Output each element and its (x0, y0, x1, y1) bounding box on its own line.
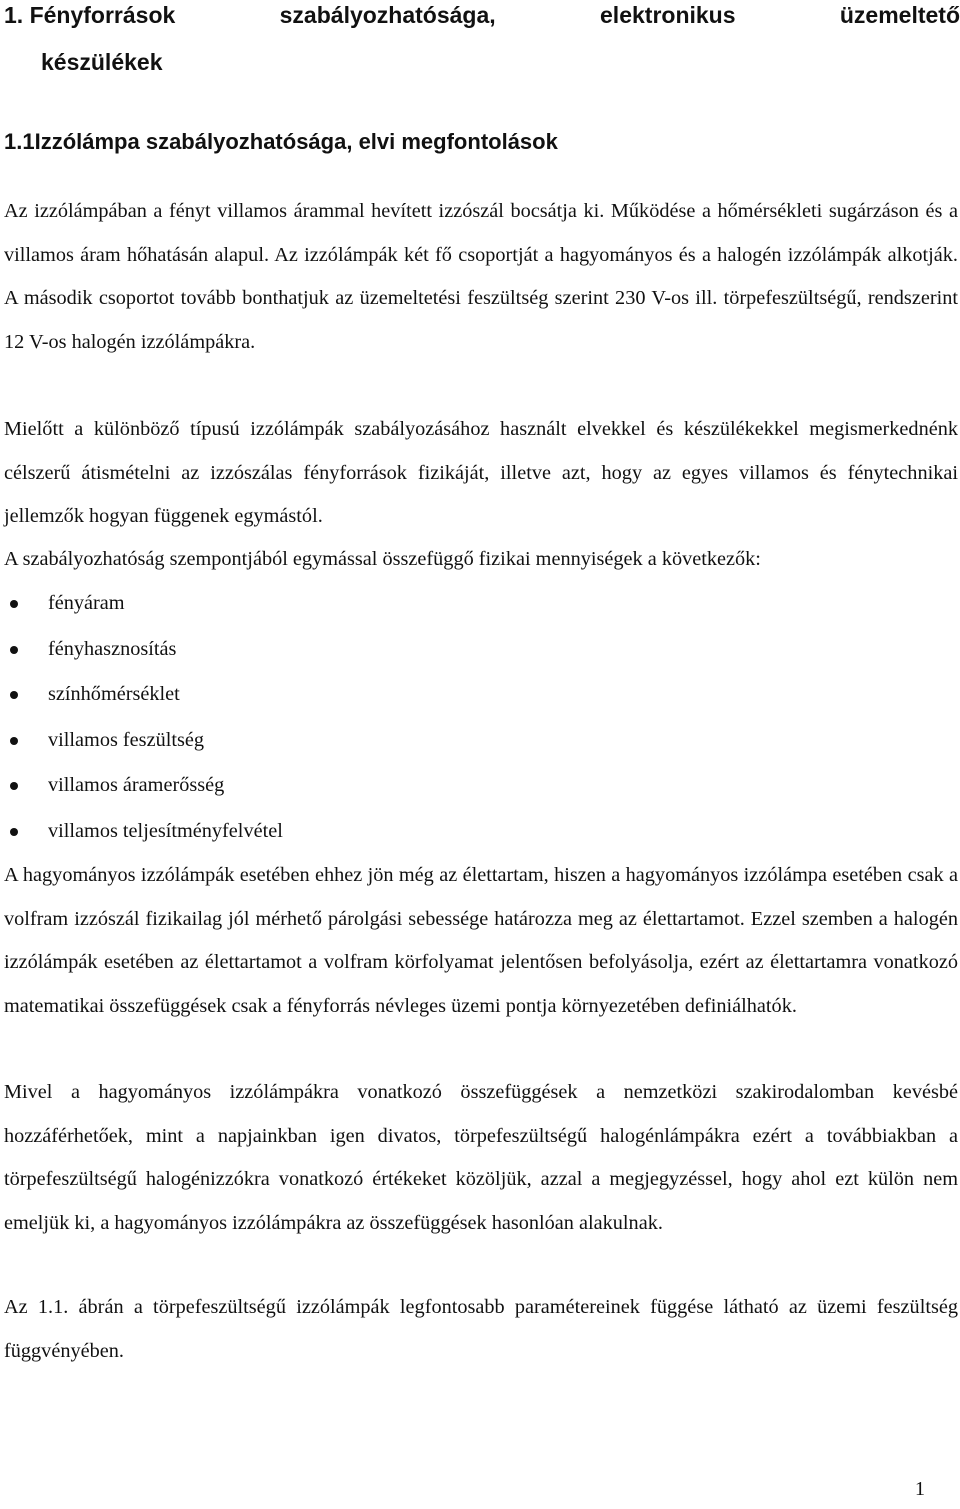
paragraph-lifetime: A hagyományos izzólámpák esetében ehhez jön még az élettartam, hiszen a hagyományos izzólámpa esetében csak a volfram izzószál fizikailag jól mérhető párolgási sebessége határozza meg az élettartamot. Ezzel szemben a halogén izzólámpák esetében az élettartamot a volfram körfolyamat jelentősen befolyásolja, ezért az élettartamra vonatkozó matematikai összefüggések csak a fényforrás névleges üzemi pontja környezetében definiálhatók. (4, 864, 958, 1017)
paragraph-physics: Mielőtt a különböző típusú izzólámpák szabályozásához használt elvekkel és készülékekkel megismerkednénk célszerű átismételni az izzószálas fényforrások fizikáját, illetve azt, hogy az egyes villamos és fénytechnikai jellemzők hogyan függenek egymástól. (4, 418, 958, 527)
bullet-icon (10, 782, 18, 790)
chapter-title (4, 2, 960, 28)
paragraph-quantities-intro: A szabályozhatóság szempontjából egymással összefüggő fizikai mennyiségek a következők: (4, 548, 761, 570)
section-title: 1.1Izzólámpa szabályozhatósága, elvi megfontolások (4, 129, 558, 154)
page-number: 1 (914, 1478, 925, 1500)
list-item (0, 718, 283, 764)
quantities-list (0, 581, 283, 855)
chapter-title-continuation: készülékek (41, 49, 163, 75)
paragraph-intro: Az izzólámpában a fényt villamos árammal hevített izzószál bocsátja ki. Működése a hőmérsékleti sugárzáson és a villamos áram hőhatásán alapul. Az izzólámpák két fő csoportját a hagyományos és a halogén izzólámpák alkotják. A második csoportot tovább bonthatjuk az üzemeltetési feszültség szerint 230 V-os ill. törpefeszültségű, rendszerint 12 V-os halogén izzólámpákra. (4, 200, 958, 353)
paragraph-figure-reference: Az 1.1. ábrán a törpefeszültségű izzólámpák legfontosabb paramétereinek függése látható az üzemi feszültség függvényében. (4, 1296, 958, 1362)
list-item-text: fényáram (48, 592, 125, 614)
paragraph-halogen: Mivel a hagyományos izzólámpákra vonatkozó összefüggések a nemzetközi szakirodalomban kevésbé hozzáférhetőek, mint a napjainkban igen divatos, törpefeszültségű halogénlámpákra ezért a továbbiakban a törpefeszültségű halogénizzókra vonatkozó értékeket közöljük, azzal a megjegyzéssel, hogy ahol ezt külön nem emeljük ki, a hagyományos izzólámpákra az összefüggések hasonlóan alakulnak. (4, 1081, 958, 1234)
chapter-title-word: elektronikus (600, 2, 736, 28)
list-item (0, 581, 283, 627)
bullet-icon (10, 737, 18, 745)
chapter-title-word: üzemeltető (839, 2, 960, 28)
chapter-title-word: 1. Fényforrások (4, 2, 176, 28)
list-item-text: villamos teljesítményfelvétel (48, 819, 283, 842)
bullet-icon (10, 828, 18, 836)
list-item (0, 672, 283, 718)
chapter-title-word: szabályozhatósága, (279, 2, 496, 28)
list-item-text: színhőmérséklet (48, 683, 180, 706)
list-item-text: villamos feszültség (48, 728, 205, 751)
list-item (0, 763, 283, 809)
list-item-text: villamos áramerősség (48, 774, 225, 797)
bullet-icon (10, 646, 18, 654)
list-item (0, 809, 283, 855)
bullet-icon (10, 600, 18, 608)
list-item-text: fényhasznosítás (48, 637, 177, 660)
bullet-icon (10, 691, 18, 699)
list-item (0, 627, 283, 673)
